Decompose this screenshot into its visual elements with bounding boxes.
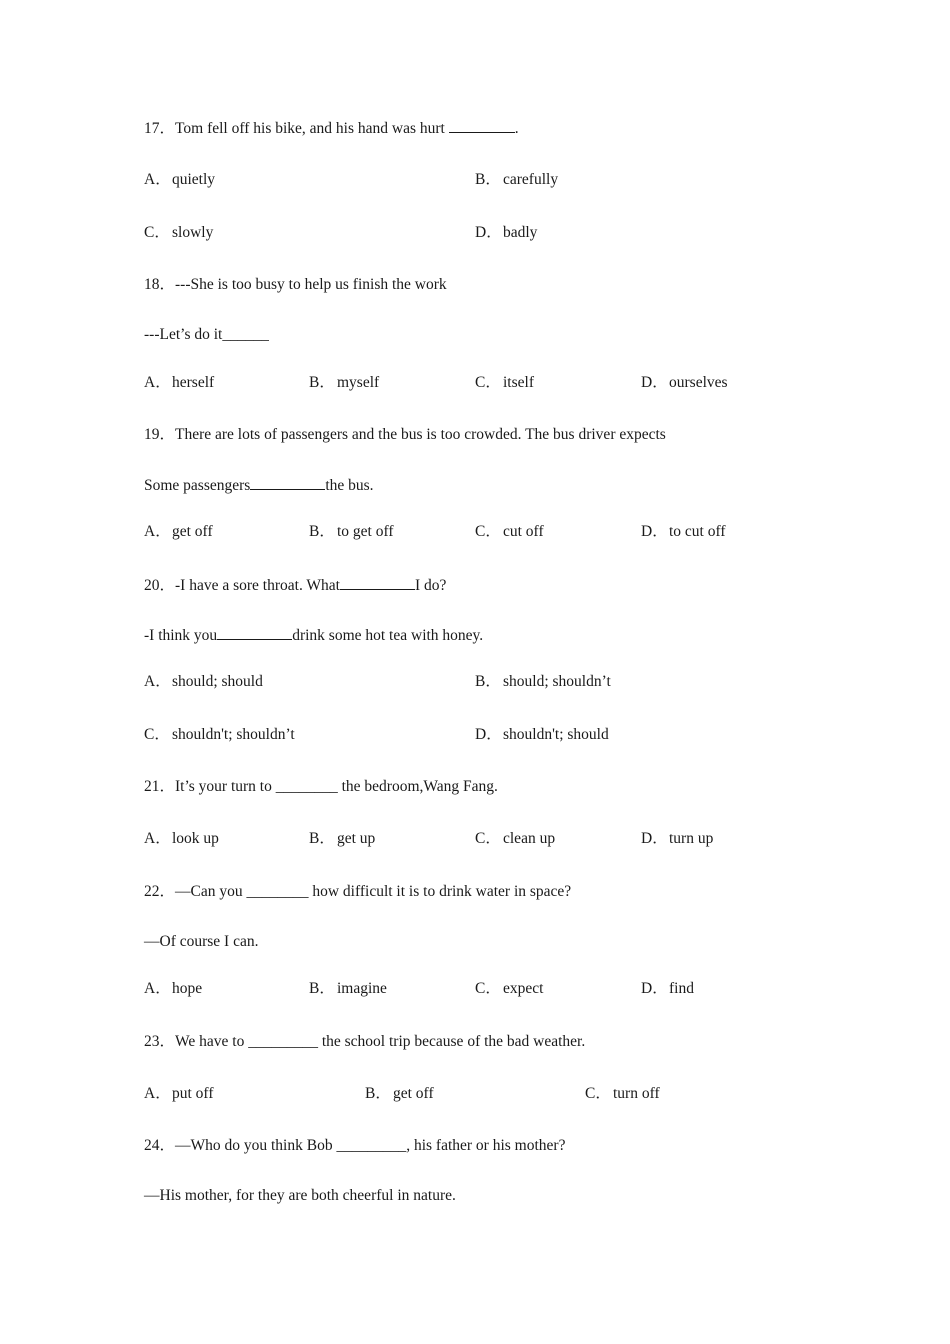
question-20-line2 bbox=[144, 625, 483, 646]
option-text: to cut off bbox=[669, 523, 726, 540]
option-text: quietly bbox=[172, 171, 216, 188]
option-letter: C． bbox=[475, 374, 501, 391]
option-letter: B． bbox=[365, 1085, 391, 1102]
option-text: imagine bbox=[337, 980, 387, 997]
question-17-stem bbox=[144, 118, 519, 139]
q20-option-a[interactable] bbox=[144, 672, 263, 692]
option-text: look up bbox=[172, 830, 219, 847]
option-text: should; should bbox=[172, 673, 263, 690]
option-letter: B． bbox=[475, 171, 501, 188]
line-text-end: the bus. bbox=[325, 477, 374, 494]
option-text: to get off bbox=[337, 523, 394, 540]
option-letter: A． bbox=[144, 673, 171, 690]
stem-text: 20．-I have a sore throat. What bbox=[144, 577, 340, 594]
question-24-line2: —His mother, for they are both cheerful in nature. bbox=[144, 1187, 456, 1204]
q20-option-c[interactable] bbox=[144, 725, 295, 745]
option-text: clean up bbox=[503, 830, 556, 847]
option-letter: A． bbox=[144, 830, 171, 847]
q23-option-b[interactable] bbox=[365, 1084, 434, 1104]
option-text: herself bbox=[172, 374, 215, 391]
q17-option-a[interactable] bbox=[144, 170, 215, 190]
option-text: shouldn't; shouldn’t bbox=[172, 726, 295, 743]
option-letter: B． bbox=[309, 980, 335, 997]
option-text: carefully bbox=[503, 171, 559, 188]
q22-option-b[interactable] bbox=[309, 979, 387, 999]
q21-option-c[interactable] bbox=[475, 829, 555, 849]
option-letter: D． bbox=[641, 374, 668, 391]
option-letter: C． bbox=[144, 224, 170, 241]
q20-option-d[interactable] bbox=[475, 725, 609, 745]
option-text: badly bbox=[503, 224, 538, 241]
option-text: cut off bbox=[503, 523, 544, 540]
q17-option-d[interactable] bbox=[475, 223, 537, 243]
q23-option-c[interactable] bbox=[585, 1084, 660, 1104]
option-text: get up bbox=[337, 830, 376, 847]
stem-text-end: . bbox=[514, 120, 519, 137]
q17-option-c[interactable] bbox=[144, 223, 213, 243]
option-letter: C． bbox=[475, 523, 501, 540]
q18-option-d[interactable] bbox=[641, 373, 728, 393]
answer-blank bbox=[449, 118, 515, 133]
option-letter: A． bbox=[144, 980, 171, 997]
option-text: hope bbox=[172, 980, 203, 997]
option-text: turn off bbox=[613, 1085, 660, 1102]
option-text: shouldn't; should bbox=[503, 726, 609, 743]
option-text: get off bbox=[172, 523, 213, 540]
question-18-stem: 18．---She is too busy to help us finish the work bbox=[144, 276, 447, 293]
question-19-line2 bbox=[144, 475, 374, 496]
option-letter: D． bbox=[641, 980, 668, 997]
question-24-stem: 24．—Who do you think Bob _________, his father or his mother? bbox=[144, 1137, 566, 1154]
answer-blank bbox=[217, 625, 292, 640]
q18-option-c[interactable] bbox=[475, 373, 534, 393]
option-letter: D． bbox=[475, 224, 502, 241]
question-21-stem: 21．It’s your turn to ________ the bedroom,Wang Fang. bbox=[144, 778, 498, 795]
q21-option-d[interactable] bbox=[641, 829, 713, 849]
option-text: turn up bbox=[669, 830, 714, 847]
option-letter: D． bbox=[641, 830, 668, 847]
question-18-line2: ---Let’s do it______ bbox=[144, 326, 269, 343]
option-letter: C． bbox=[585, 1085, 611, 1102]
option-letter: B． bbox=[309, 523, 335, 540]
q23-option-a[interactable] bbox=[144, 1084, 213, 1104]
option-text: ourselves bbox=[669, 374, 728, 391]
option-text: myself bbox=[337, 374, 380, 391]
option-text: find bbox=[669, 980, 694, 997]
q19-option-d[interactable] bbox=[641, 522, 726, 542]
option-text: slowly bbox=[172, 224, 214, 241]
option-letter: A． bbox=[144, 1085, 171, 1102]
question-20-stem bbox=[144, 575, 446, 596]
option-text: get off bbox=[393, 1085, 434, 1102]
q18-option-a[interactable] bbox=[144, 373, 214, 393]
q22-option-d[interactable] bbox=[641, 979, 694, 999]
option-text: should; shouldn’t bbox=[503, 673, 611, 690]
answer-blank bbox=[340, 575, 415, 590]
stem-text: 17．Tom fell off his bike, and his hand was hurt bbox=[144, 120, 449, 137]
q19-option-a[interactable] bbox=[144, 522, 213, 542]
answer-blank bbox=[250, 475, 325, 490]
option-letter: B． bbox=[309, 374, 335, 391]
option-letter: B． bbox=[309, 830, 335, 847]
q19-option-c[interactable] bbox=[475, 522, 544, 542]
question-23-stem: 23．We have to _________ the school trip because of the bad weather. bbox=[144, 1033, 586, 1050]
option-letter: A． bbox=[144, 374, 171, 391]
option-letter: D． bbox=[641, 523, 668, 540]
option-text: expect bbox=[503, 980, 544, 997]
line-text: -I think you bbox=[144, 627, 218, 644]
q18-option-b[interactable] bbox=[309, 373, 379, 393]
q19-option-b[interactable] bbox=[309, 522, 394, 542]
q22-option-c[interactable] bbox=[475, 979, 543, 999]
line-text: Some passengers bbox=[144, 477, 251, 494]
question-22-line2: —Of course I can. bbox=[144, 933, 259, 950]
question-22-stem: 22．—Can you ________ how difficult it is to drink water in space? bbox=[144, 883, 572, 900]
option-letter: C． bbox=[144, 726, 170, 743]
option-text: itself bbox=[503, 374, 534, 391]
option-letter: A． bbox=[144, 523, 171, 540]
option-letter: C． bbox=[475, 830, 501, 847]
option-letter: D． bbox=[475, 726, 502, 743]
option-letter: C． bbox=[475, 980, 501, 997]
question-19-stem: 19．There are lots of passengers and the bus is too crowded. The bus driver expects bbox=[144, 426, 666, 443]
q22-option-a[interactable] bbox=[144, 979, 202, 999]
option-letter: A． bbox=[144, 171, 171, 188]
option-text: put off bbox=[172, 1085, 214, 1102]
line-text-end: drink some hot tea with honey. bbox=[292, 627, 484, 644]
option-letter: B． bbox=[475, 673, 501, 690]
q17-option-b[interactable] bbox=[475, 170, 558, 190]
q21-option-b[interactable] bbox=[309, 829, 375, 849]
stem-text-end: I do? bbox=[414, 577, 447, 594]
q20-option-b[interactable] bbox=[475, 672, 611, 692]
q21-option-a[interactable] bbox=[144, 829, 219, 849]
